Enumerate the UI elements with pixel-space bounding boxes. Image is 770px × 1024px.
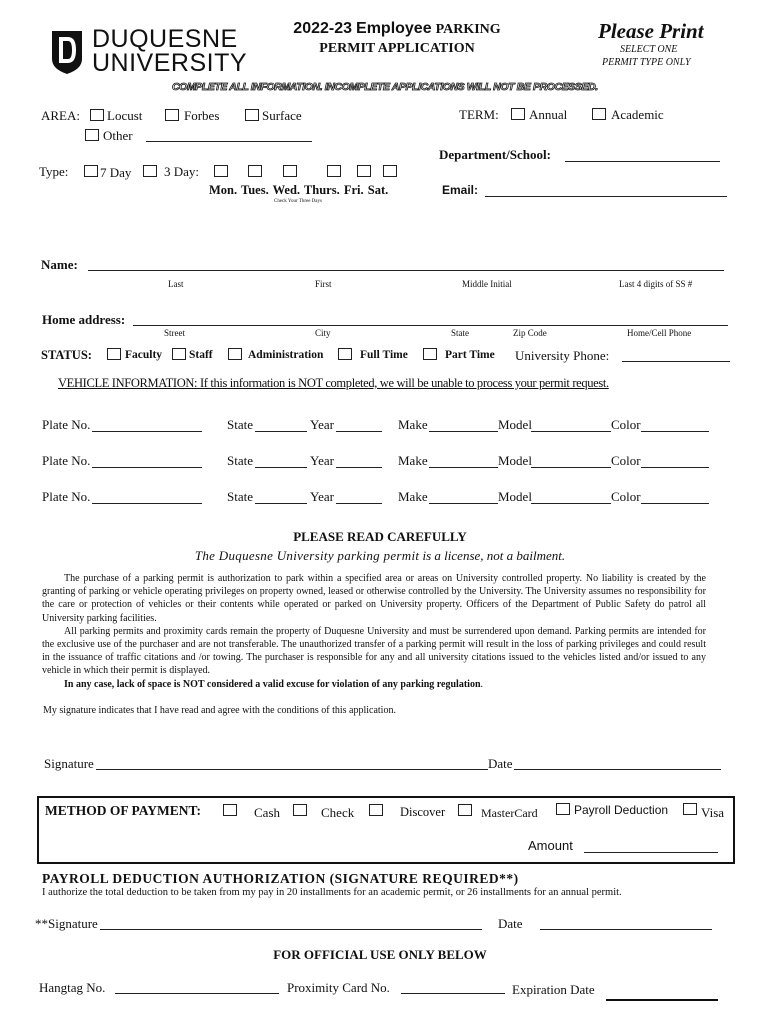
plate-row-3 [42,489,722,507]
addr-sub-city: City [315,328,331,338]
make-label: Make [398,453,428,468]
terms-paragraph-3-text: In any case, lack of space is NOT considered a valid excuse for violation of any parking regulation [64,678,481,690]
state-label: State [227,489,253,504]
title-year: 2022-23 [293,20,353,37]
name-sub-first: First [315,279,332,289]
addr-sub-phone: Home/Cell Phone [627,328,692,338]
permit-type-note: PERMIT TYPE ONLY [602,57,691,68]
payroll-authorization-text: I authorize the total deduction to be taken from my pay in 20 installments for an academic permit, or 26 installments for an annual permit. [42,887,622,898]
status-staff-label: Staff [189,349,213,361]
plate-field[interactable] [92,417,202,432]
name-field[interactable] [88,256,724,271]
vehicle-heading: VEHICLE INFORMATION: If this information is NOT completed, we will be unable to process your permit request. [58,376,609,390]
make-field[interactable] [429,489,498,504]
status-fulltime-checkbox[interactable] [338,348,352,360]
make-field[interactable] [429,417,498,432]
plate-field[interactable] [92,489,202,504]
term-academic-checkbox[interactable] [592,108,606,120]
payment-discover-label: Discover [400,805,446,819]
addr-sub-state: State [451,328,469,338]
form-subtitle: PERMIT APPLICATION [319,41,475,56]
term-annual-label: Annual [529,107,568,122]
day-hint: Check Your Three Days [274,199,322,204]
term-annual-checkbox[interactable] [511,108,525,120]
amount-field[interactable] [584,838,718,853]
day-fri-checkbox[interactable] [357,165,371,177]
state-field[interactable] [255,489,307,504]
day-tues-checkbox[interactable] [248,165,262,177]
hangtag-label: Hangtag No. [39,980,106,995]
year-field[interactable] [336,453,382,468]
proximity-field[interactable] [401,979,505,994]
day-wed-checkbox[interactable] [283,165,297,177]
name-sub-ssn: Last 4 digits of SS # [619,279,693,289]
type-7day-checkbox[interactable] [84,165,98,177]
area-label: AREA: [41,108,80,123]
name-sub-middle: Middle Initial [462,279,512,289]
payroll-date-field[interactable] [540,915,712,930]
area-locust-checkbox[interactable] [90,109,104,121]
logo-text-university: UNIVERSITY [92,49,248,77]
plate-label: Plate No. [42,489,91,504]
plate-row-1 [42,417,722,435]
payment-payroll-checkbox[interactable] [556,803,570,815]
payment-visa-label: Visa [701,805,725,820]
hangtag-field[interactable] [115,979,279,994]
signature-label: Signature [44,756,94,771]
university-phone-field[interactable] [622,347,730,362]
terms-body [42,572,706,691]
home-address-field[interactable] [133,311,728,326]
color-label: Color [611,453,641,468]
department-field[interactable] [565,147,720,162]
model-field[interactable] [531,489,611,504]
logo-text-duquesne: DUQUESNE [92,25,238,53]
incomplete-warning: COMPLETE ALL INFORMATION. INCOMPLETE APPLICATIONS WILL NOT BE PROCESSED. [172,81,598,93]
payment-visa-checkbox[interactable] [683,803,697,815]
area-other-checkbox[interactable] [85,129,99,141]
payment-mastercard-label: MasterCard [481,806,538,820]
terms-subheading-b: is a license, not a bailment. [422,548,566,563]
status-staff-checkbox[interactable] [172,348,186,360]
plate-label: Plate No. [42,417,91,432]
day-sat-checkbox[interactable] [383,165,397,177]
make-label: Make [398,417,428,432]
model-label: Model [498,453,532,468]
state-field[interactable] [255,417,307,432]
select-one-note: SELECT ONE [620,44,678,55]
day-names: Mon. Tues. Wed. Thurs. Fri. Sat. [209,183,389,197]
signature-field[interactable] [96,755,488,770]
email-field[interactable] [485,182,727,197]
status-admin-checkbox[interactable] [228,348,242,360]
status-admin-label: Administration [248,349,324,361]
status-faculty-label: Faculty [125,349,163,361]
expiration-field[interactable] [606,999,718,1001]
agreement-text: My signature indicates that I have read and agree with the conditions of this application. [43,705,396,716]
title-parking: PARKING [435,22,501,37]
terms-paragraph-3 [42,678,706,691]
payroll-date-label: Date [498,916,523,931]
area-forbes-checkbox[interactable] [165,109,179,121]
payment-check-checkbox[interactable] [293,804,307,816]
state-field[interactable] [255,453,307,468]
area-other-label: Other [103,128,133,143]
day-mon-checkbox[interactable] [214,165,228,177]
term-label: TERM: [459,107,499,122]
payroll-signature-field[interactable] [100,915,482,930]
type-label: Type: [39,164,69,179]
terms-paragraph-3-end: . [480,678,484,690]
area-surface-label: Surface [262,108,302,123]
status-parttime-label: Part Time [445,349,495,361]
term-academic-label: Academic [611,107,664,122]
expiration-label: Expiration Date [512,982,595,997]
type-3day-checkbox[interactable] [143,165,157,177]
plate-label: Plate No. [42,453,91,468]
payment-mastercard-checkbox[interactable] [458,804,472,816]
model-label: Model [498,489,532,504]
day-thurs-checkbox[interactable] [327,165,341,177]
model-field[interactable] [531,453,611,468]
model-field[interactable] [531,417,611,432]
status-label: STATUS: [41,348,92,362]
year-label: Year [310,453,334,468]
plate-row-2 [42,453,722,471]
terms-subheading [0,548,760,564]
color-field[interactable] [641,489,709,504]
addr-sub-zip: Zip Code [513,328,547,338]
type-3day-label: 3 Day: [164,164,200,179]
status-faculty-checkbox[interactable] [107,348,121,360]
terms-paragraph-1: The purchase of a parking permit is authorization to park within a specified area or areas on University controlled property. No liability is created by the granting of parking or vehicle operating privileges on property owned, leased or otherwise controlled by the University. The University assumes no responsibility for the care or protection of vehicles or their contents while operated or parked on University property. Officers of the Department of Public Safety do patrol all University parking facilities. [42,573,706,624]
state-label: State [227,417,253,432]
home-address-label: Home address: [42,312,126,327]
payment-cash-checkbox[interactable] [223,804,237,816]
payment-label: METHOD OF PAYMENT: [45,803,201,818]
form-title [262,20,532,38]
area-forbes-label: Forbes [184,108,220,123]
area-locust-label: Locust [107,108,143,123]
year-label: Year [310,489,334,504]
state-label: State [227,453,253,468]
title-employee: Employee [356,20,432,37]
email-label: Email: [442,183,479,197]
year-label: Year [310,417,334,432]
signature-date-label: Date [488,756,513,771]
make-label: Make [398,489,428,504]
year-field[interactable] [336,489,382,504]
plate-field[interactable] [92,453,202,468]
payment-cash-label: Cash [254,805,280,820]
payment-check-label: Check [321,805,355,820]
payment-discover-checkbox[interactable] [369,804,383,816]
terms-heading: PLEASE READ CAREFULLY [293,529,467,544]
payroll-signature-label: **Signature [35,916,98,931]
official-heading: FOR OFFICIAL USE ONLY BELOW [273,947,487,962]
color-field[interactable] [641,417,709,432]
university-phone-label: University Phone: [515,348,610,363]
make-field[interactable] [429,453,498,468]
please-print: Please Print [598,19,704,43]
type-7day-label: 7 Day [100,165,132,180]
signature-date-field[interactable] [514,755,721,770]
shield-icon [50,29,84,75]
area-other-field[interactable] [146,127,312,142]
model-label: Model [498,417,532,432]
area-surface-checkbox[interactable] [245,109,259,121]
color-label: Color [611,489,641,504]
color-label: Color [611,417,641,432]
status-parttime-checkbox[interactable] [423,348,437,360]
addr-sub-street: Street [164,328,185,338]
terms-paragraph-2: All parking permits and proximity cards remain the property of Duquesne University and must be surrendered upon demand. Parking permits are intended for the exclusive use of the purchaser and are not transferable. The unauthorized transfer of a parking permit will result in the loss of parking privileges and could result in the issuance of traffic citations and /or towing. The purchaser is responsible for any and all university citations issued to the vehicles listed and/or issued to any vehicle in which their permit is displayed. [42,625,706,677]
name-sub-last: Last [168,279,184,289]
year-field[interactable] [336,417,382,432]
department-label: Department/School: [439,147,551,162]
payment-payroll-label: Payroll Deduction [574,803,669,817]
terms-subheading-a: The Duquesne University parking permit [194,548,420,563]
amount-label: Amount [528,838,573,853]
color-field[interactable] [641,453,709,468]
university-logo [50,25,248,77]
proximity-label: Proximity Card No. [287,980,390,995]
payroll-heading: PAYROLL DEDUCTION AUTHORIZATION (SIGNATURE REQUIRED**) [42,871,519,886]
name-label: Name: [41,257,78,272]
status-fulltime-label: Full Time [360,349,408,361]
